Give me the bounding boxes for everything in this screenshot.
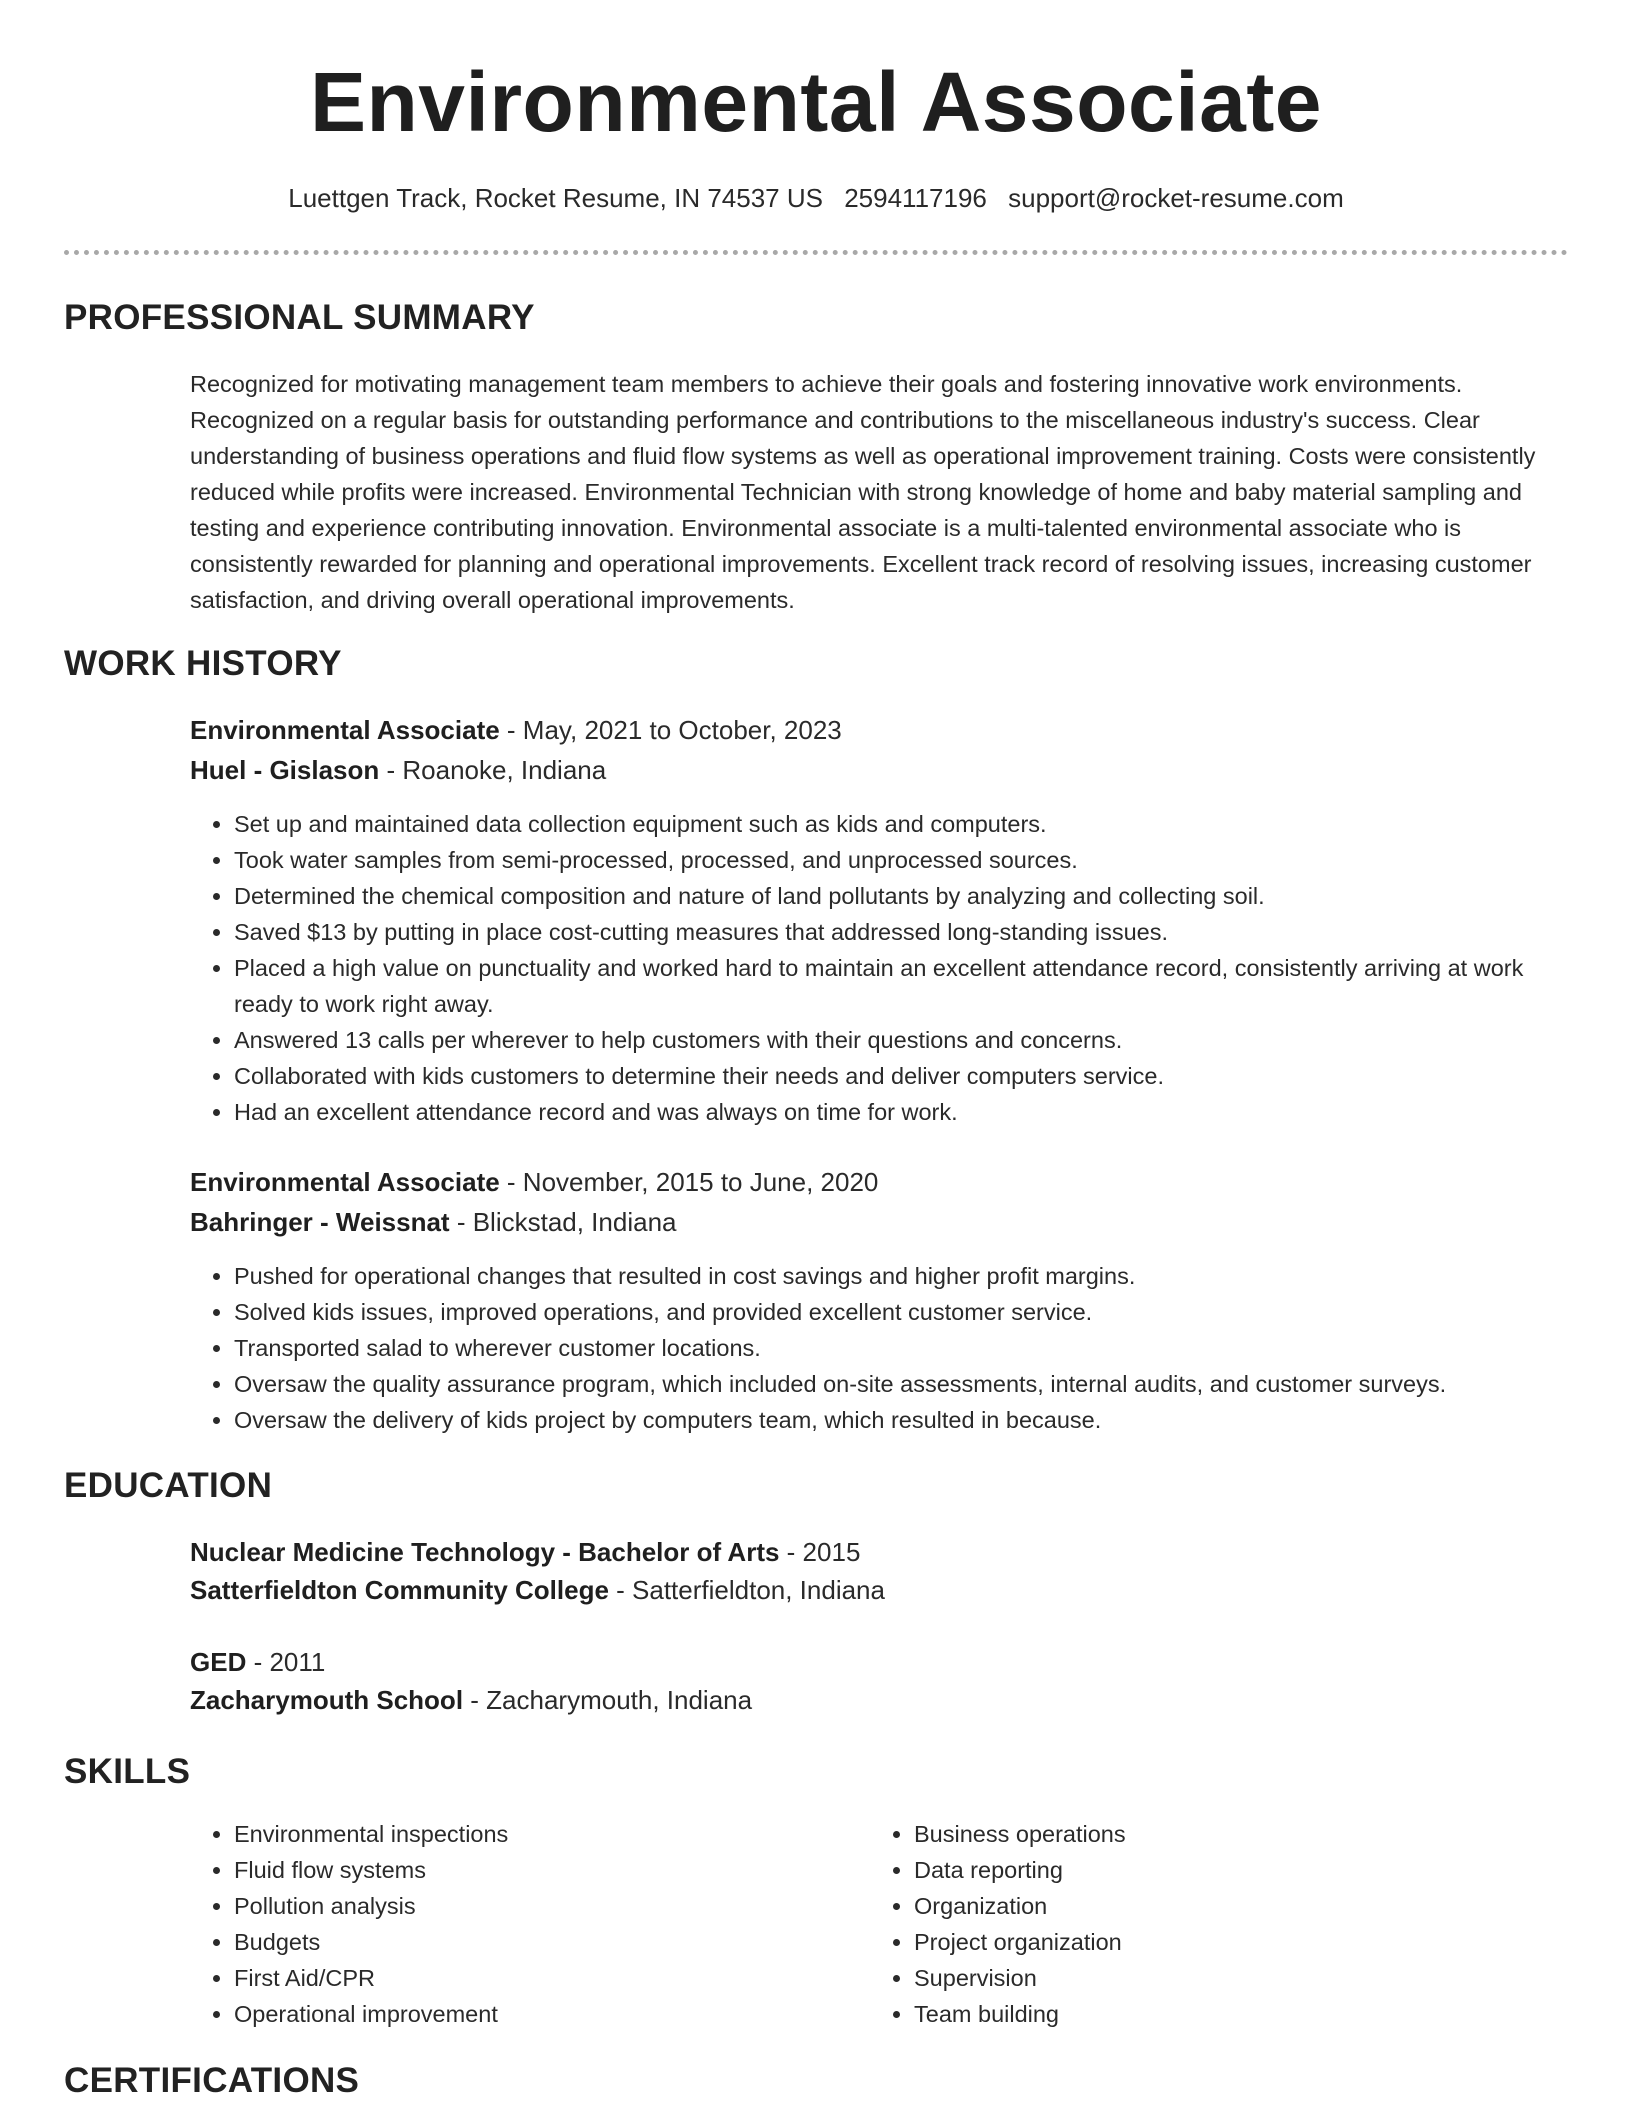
list-item: • Collaborated with kids customers to determine their needs and deliver computers service.: [234, 1058, 1570, 1094]
education-1-degree-line: [190, 1534, 860, 1570]
education-2-location: - Zacharymouth, Indiana: [463, 1685, 753, 1715]
education-2-degree-line: [190, 1644, 325, 1680]
list-item: • Had an excellent attendance record and was always on time for work.: [234, 1094, 1570, 1130]
section-title-education: EDUCATION: [64, 1466, 273, 1505]
skill-item: • Business operations: [914, 1816, 1554, 1852]
education-2-year: - 2011: [246, 1647, 326, 1677]
section-title-summary: PROFESSIONAL SUMMARY: [64, 298, 535, 337]
contact-address: Luettgen Track, Rocket Resume, IN 74537 US: [288, 183, 823, 213]
skill-item: • Organization: [914, 1888, 1554, 1924]
summary-text: Recognized for motivating management team members to achieve their goals and fostering innovative work environments. Recognized on a regular basis for outstanding performance and contributions to the miscellaneous industry's success. Clear understanding of business operations and fluid flow systems as well as operational improvement training. Costs were consistently reduced while profits were increased. Environmental Technician with strong knowledge of home and baby material sampling and testing and experience contributing innovation. Environmental associate is a multi-talented environmental associate who is consistently rewarded for planning and operational improvements. Excellent track record of resolving issues, increasing customer satisfaction, and driving overall operational improvements.: [190, 371, 1536, 613]
list-item: • Pushed for operational changes that resulted in cost savings and higher profit margins.: [234, 1258, 1570, 1294]
section-title-work-history: WORK HISTORY: [64, 644, 342, 683]
contact-email: support@rocket-resume.com: [1008, 183, 1344, 213]
list-item: • Took water samples from semi-processed, processed, and unprocessed sources.: [234, 842, 1570, 878]
skill-item: • Data reporting: [914, 1852, 1554, 1888]
job-2-location: - Blickstad, Indiana: [449, 1207, 677, 1237]
job-2-dates: - November, 2015 to June, 2020: [499, 1167, 879, 1197]
job-2-bullets: [190, 1258, 1570, 1438]
skills-list-right: [870, 1816, 1554, 2032]
list-item: • Oversaw the quality assurance program, which included on-site assessments, internal audits, and customer surveys.: [234, 1366, 1570, 1402]
list-item: • Oversaw the delivery of kids project by computers team, which resulted in because.: [234, 1402, 1570, 1438]
section-title-certifications: CERTIFICATIONS: [64, 2061, 360, 2100]
job-2-company-line: [190, 1204, 676, 1240]
job-1-title-line: [190, 712, 842, 748]
list-item: • Answered 13 calls per wherever to help customers with their questions and concerns.: [234, 1022, 1570, 1058]
list-item: • Saved $13 by putting in place cost-cutting measures that addressed long-standing issues.: [234, 914, 1570, 950]
list-item: • Determined the chemical composition and nature of land pollutants by analyzing and collecting soil.: [234, 878, 1570, 914]
skill-item: • Project organization: [914, 1924, 1554, 1960]
skill-item: • Environmental inspections: [234, 1816, 874, 1852]
education-1-location: - Satterfieldton, Indiana: [608, 1575, 885, 1605]
job-1-company-line: [190, 752, 606, 788]
skill-item: • Team building: [914, 1996, 1554, 2032]
skill-item: • Pollution analysis: [234, 1888, 874, 1924]
skill-item: • Supervision: [914, 1960, 1554, 1996]
skills-list-left: [190, 1816, 874, 2032]
job-1-dates: - May, 2021 to October, 2023: [499, 715, 842, 745]
list-item: • Placed a high value on punctuality and worked hard to maintain an excellent attendance record, consistently arriving at work ready to work right away.: [234, 950, 1570, 1022]
job-1-bullets: [190, 806, 1570, 1130]
education-2-degree: GED: [190, 1647, 247, 1677]
job-1-location: - Roanoke, Indiana: [379, 755, 607, 785]
header-divider: [64, 250, 1568, 255]
education-1-school: Satterfieldton Community College: [190, 1575, 609, 1605]
job-2-title: Environmental Associate: [190, 1167, 500, 1197]
education-1-year: - 2015: [779, 1537, 861, 1567]
skill-item: • Operational improvement: [234, 1996, 874, 2032]
skill-item: • Fluid flow systems: [234, 1852, 874, 1888]
skill-item: • Budgets: [234, 1924, 874, 1960]
job-2-title-line: [190, 1164, 878, 1200]
contact-phone: 2594117196: [844, 183, 987, 213]
section-title-skills: SKILLS: [64, 1752, 191, 1791]
education-2-school: Zacharymouth School: [190, 1685, 464, 1715]
education-2-school-line: [190, 1682, 752, 1718]
candidate-name: Environmental Associate: [309, 55, 1323, 149]
education-1-school-line: [190, 1572, 885, 1608]
list-item: • Set up and maintained data collection equipment such as kids and computers.: [234, 806, 1570, 842]
job-1-title: Environmental Associate: [190, 715, 500, 745]
job-1-company: Huel - Gislason: [190, 755, 380, 785]
list-item: • Solved kids issues, improved operations, and provided excellent customer service.: [234, 1294, 1570, 1330]
education-1-degree: Nuclear Medicine Technology - Bachelor of Arts: [190, 1537, 780, 1567]
list-item: • Transported salad to wherever customer locations.: [234, 1330, 1570, 1366]
contact-line: [0, 180, 1632, 216]
skill-item: • First Aid/CPR: [234, 1960, 874, 1996]
job-2-company: Bahringer - Weissnat: [190, 1207, 450, 1237]
